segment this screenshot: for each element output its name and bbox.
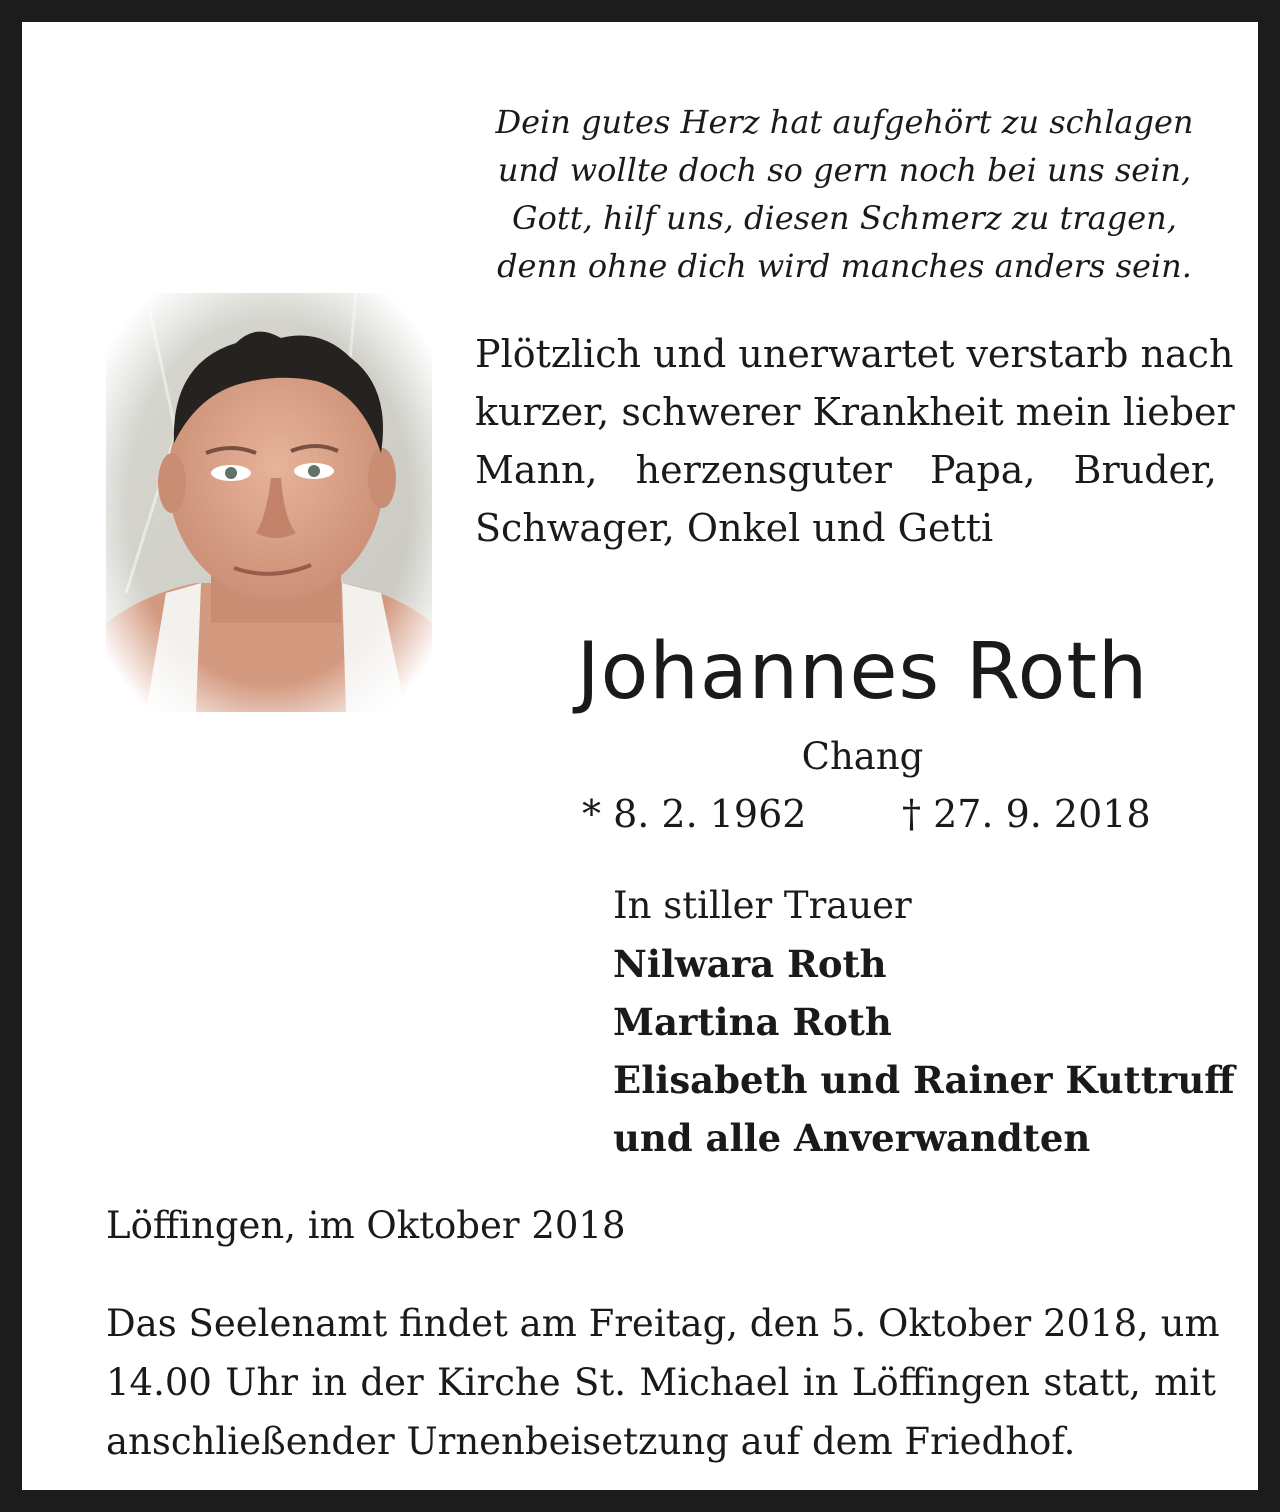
announcement-line: Mann, herzensguter Papa, Bruder, [475,448,1217,492]
mourner-name: Martina Roth [613,1000,892,1044]
poem-line: Dein gutes Herz hat aufgehört zu schlagen [495,103,1194,141]
death-date: † 27. 9. 2018 [902,792,1151,836]
service-line: 14.00 Uhr in der Kirche St. Michael in Löffingen statt, mit [106,1361,1216,1404]
deceased-name: Johannes Roth [576,627,1149,717]
birth-date: * 8. 2. 1962 [582,792,807,836]
poem-line: und wollte doch so gern noch bei uns sein, [497,151,1192,189]
place-date: Löffingen, im Oktober 2018 [106,1204,626,1247]
mourners-block [613,877,1253,1167]
service-line: Das Seelenamt findet am Freitag, den 5. Oktober 2018, um [106,1302,1220,1345]
service-line: anschließender Urnenbeisetzung auf dem Friedhof. [106,1420,1076,1463]
poem-line: denn ohne dich wird manches anders sein. [497,247,1192,285]
announcement-line: Plötzlich und unerwartet verstarb nach [475,332,1234,376]
announcement-text [475,325,1235,557]
mourner-name: Elisabeth und Rainer Kuttruff [613,1058,1235,1102]
mourners-intro: In stiller Trauer [613,884,912,927]
mourner-name: Nilwara Roth [613,942,887,986]
announcement-line: Schwager, Onkel und Getti [475,506,994,550]
portrait-photo [106,293,432,712]
deceased-nickname: Chang [801,735,924,778]
announcement-line: kurzer, schwerer Krankheit mein lieber [475,390,1235,434]
poem-line: Gott, hilf uns, diesen Schmerz zu tragen, [512,199,1177,237]
poem [472,98,1217,290]
service-info [106,1294,1220,1471]
mourner-name: und alle Anverwandten [613,1116,1091,1160]
portrait-illustration [106,293,432,712]
